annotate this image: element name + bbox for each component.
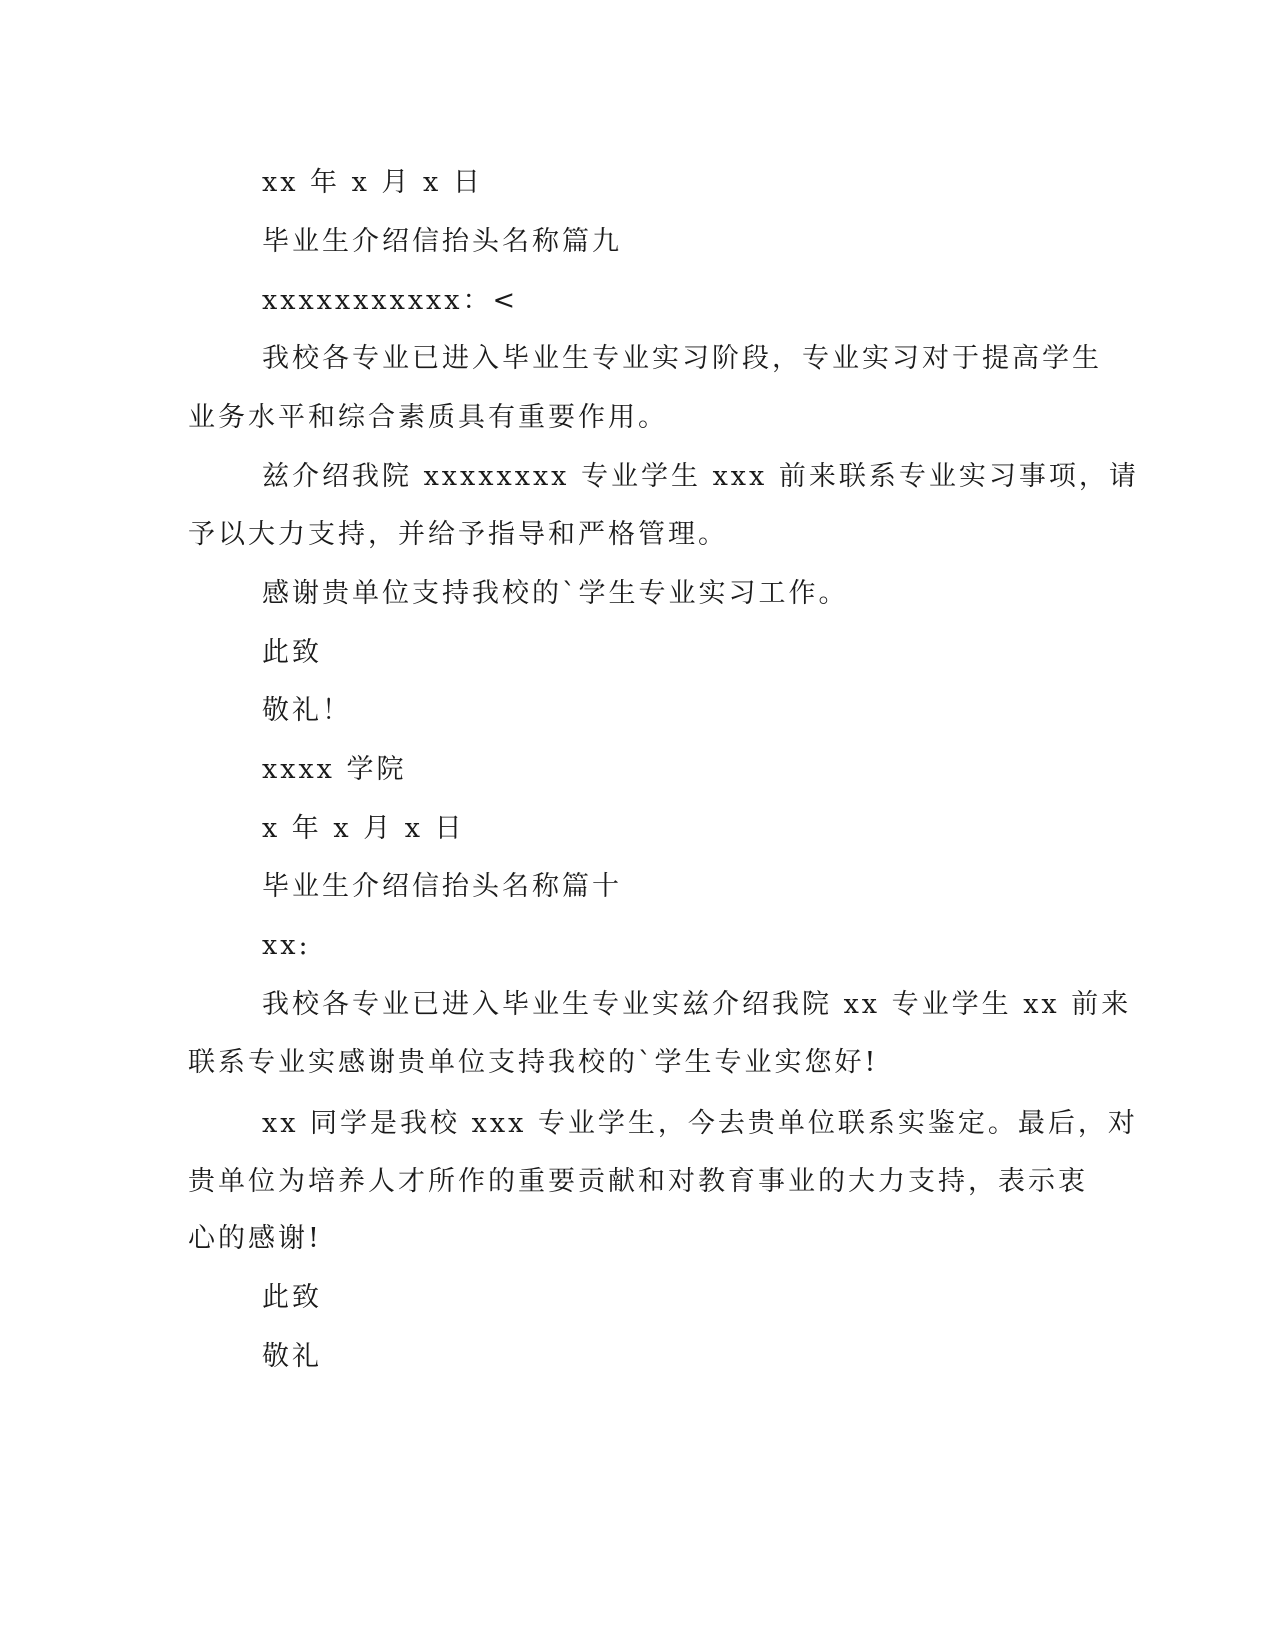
date-line-1: xx 年 x 月 x 日	[262, 167, 483, 198]
paragraph-5-line-1: xx 同学是我校 xxx 专业学生，今去贵单位联系实鉴定。最后，对	[262, 1108, 1138, 1139]
paragraph-2-line-2: 予以大力支持，并给予指导和严格管理。	[188, 519, 728, 550]
section-heading-9: 毕业生介绍信抬头名称篇九	[262, 226, 622, 257]
paragraph-5-line-3: 心的感谢!	[188, 1223, 322, 1254]
date-line-2: x 年 x 月 x 日	[262, 813, 465, 844]
paragraph-1-line-1: 我校各专业已进入毕业生专业实习阶段，专业实习对于提高学生	[262, 343, 1102, 374]
paragraph-2-line-1: 兹介绍我院 xxxxxxxx 专业学生 xxx 前来联系专业实习事项，请	[262, 461, 1139, 492]
paragraph-4-line-2: 联系专业实感谢贵单位支持我校的`学生专业实您好!	[188, 1047, 879, 1078]
closing-2-a: 此致	[262, 1282, 322, 1313]
paragraph-4-line-1: 我校各专业已进入毕业生专业实兹介绍我院 xx 专业学生 xx 前来	[262, 989, 1132, 1020]
salutation-1: xxxxxxxxxxx：<	[262, 285, 519, 316]
paragraph-3: 感谢贵单位支持我校的`学生专业实习工作。	[262, 578, 849, 609]
section-heading-10: 毕业生介绍信抬头名称篇十	[262, 871, 622, 902]
paragraph-5-line-2: 贵单位为培养人才所作的重要贡献和对教育事业的大力支持，表示衷	[188, 1166, 1088, 1197]
salutation-2: xx:	[262, 930, 311, 961]
paragraph-1-line-2: 业务水平和综合素质具有重要作用。	[188, 402, 668, 433]
closing-1-a: 此致	[262, 637, 322, 668]
closing-2-b: 敬礼	[262, 1341, 322, 1372]
closing-1-b: 敬礼！	[262, 695, 352, 726]
signature-1: xxxx 学院	[262, 754, 407, 785]
